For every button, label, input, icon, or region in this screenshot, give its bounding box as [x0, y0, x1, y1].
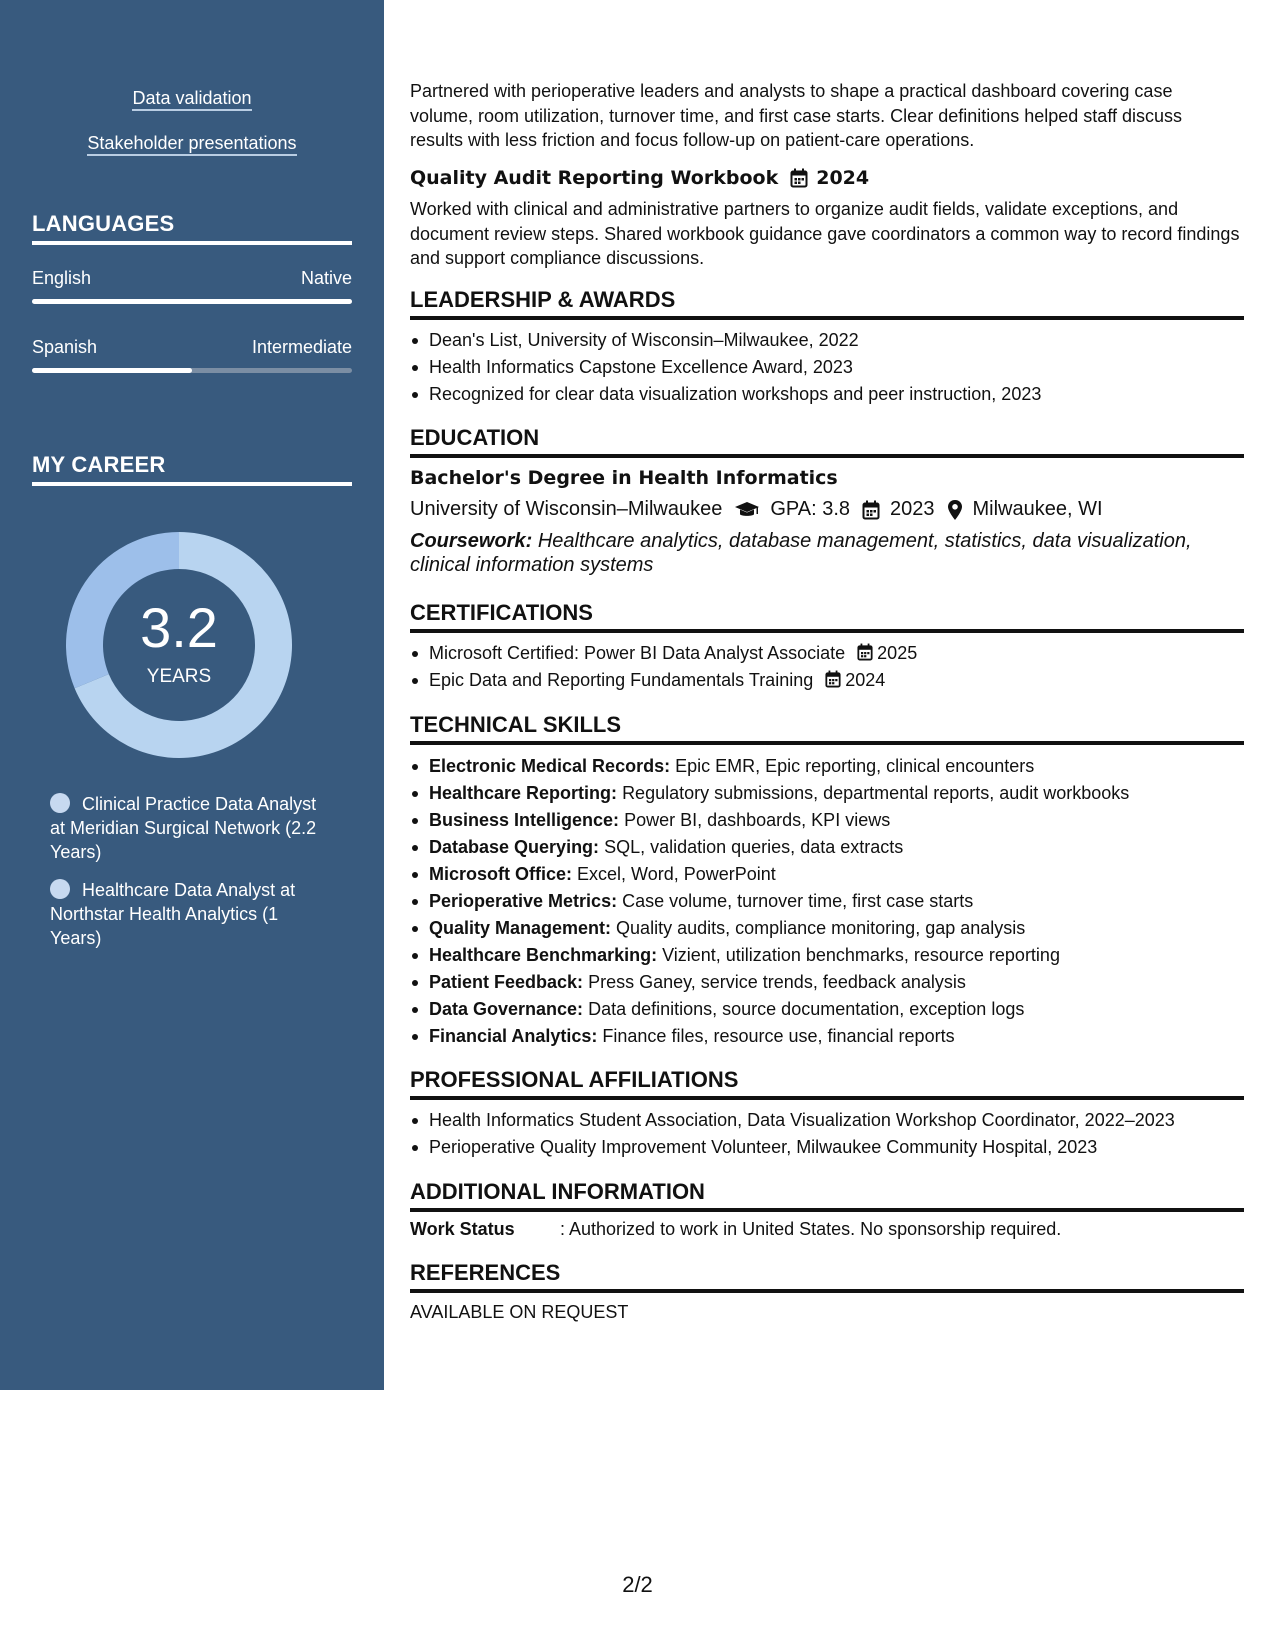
skill-value: Epic EMR, Epic reporting, clinical encounters: [675, 756, 1035, 776]
language-proficiency-bar: [32, 368, 352, 373]
skill-value: Regulatory submissions, departmental reports, audit workbooks: [622, 783, 1130, 803]
language-name: Spanish: [32, 337, 98, 357]
affiliations-list: [410, 1107, 1240, 1161]
language-proficiency-fill: [32, 368, 192, 373]
skill-item: Stakeholder presentations: [0, 133, 384, 154]
calendar-icon: [790, 168, 808, 188]
calendar-icon: [857, 643, 873, 661]
career-legend-dot: [50, 793, 70, 813]
skill-item: [410, 888, 1240, 915]
work-status-value: : Authorized to work in United States. No sponsorship required.: [560, 1219, 1062, 1239]
career-total-years: 3.2: [140, 596, 218, 659]
languages-heading: LANGUAGES: [32, 211, 352, 245]
list-item: Health Informatics Capstone Excellence Award, 2023: [410, 354, 1240, 381]
language-proficiency-fill: [32, 299, 352, 304]
language-level: Intermediate: [251, 337, 352, 357]
project-description: Partnered with perioperative leaders and analysts to shape a practical dashboard covering case volume, room utilization, turnover time, and first case starts. Clear definitions helped staff discuss results with less friction and focus follow-up on patient-care operations.: [410, 81, 1183, 150]
skill-value: Excel, Word, PowerPoint: [577, 864, 776, 884]
coursework-label: Coursework:: [410, 530, 533, 552]
language-name: English: [32, 268, 92, 288]
language-level: Native: [300, 268, 352, 288]
skill-value: SQL, validation queries, data extracts: [604, 837, 904, 857]
graduation-cap-icon: [734, 501, 760, 519]
gpa: GPA: 3.8: [770, 498, 850, 520]
work-status-label: Work Status: [410, 1219, 515, 1239]
skill-value: Press Ganey, service trends, feedback analysis: [588, 972, 966, 992]
calendar-icon: [862, 500, 880, 520]
skill-item: [410, 915, 1240, 942]
graduation-year: 2023: [890, 498, 935, 520]
skill-label: Electronic Medical Records:: [429, 756, 671, 776]
skill-label: Database Querying:: [429, 837, 600, 857]
certification-year: 2024: [845, 670, 886, 690]
project-year: 2024: [816, 167, 870, 189]
work-status-row: [410, 1219, 1061, 1240]
language-row: [32, 337, 352, 358]
project-description: Worked with clinical and administrative partners to organize audit fields, validate exceptions, and document review steps. Shared workbook guidance gave coordinators a common way to record findings and support compliance discussions.: [410, 199, 1240, 268]
skill-item: [410, 807, 1240, 834]
skill-label: Healthcare Reporting:: [429, 783, 618, 803]
skill-value: Power BI, dashboards, KPI views: [624, 810, 891, 830]
language-row: [32, 268, 352, 289]
skill-item: [410, 996, 1240, 1023]
certification-item: [410, 640, 1240, 667]
affiliations-heading: PROFESSIONAL AFFILIATIONS: [410, 1067, 1244, 1100]
career-heading: MY CAREER: [32, 452, 352, 486]
leadership-list: [410, 327, 1240, 408]
leadership-heading: LEADERSHIP & AWARDS: [410, 287, 1244, 320]
skill-label: Data Governance:: [429, 999, 584, 1019]
career-item: [50, 792, 320, 864]
technical-skills-heading: TECHNICAL SKILLS: [410, 712, 1244, 745]
calendar-icon: [825, 670, 841, 688]
career-item-text: Clinical Practice Data Analyst at Meridian Surgical Network (2.2 Years): [50, 794, 317, 862]
career-item: [50, 878, 320, 950]
sidebar: [0, 0, 384, 1390]
education-details: [410, 498, 1103, 521]
education-heading: EDUCATION: [410, 425, 1244, 458]
list-item: Dean's List, University of Wisconsin–Milwaukee, 2022: [410, 327, 1240, 354]
career-legend-dot: [50, 879, 70, 899]
skill-item: [410, 834, 1240, 861]
skill-item: [410, 753, 1240, 780]
degree-title: Bachelor's Degree in Health Informatics: [410, 467, 838, 489]
skill-item: Data validation: [0, 88, 384, 109]
school-name: University of Wisconsin–Milwaukee: [410, 498, 723, 520]
skill-item: [410, 942, 1240, 969]
skill-value: Quality audits, compliance monitoring, gap analysis: [616, 918, 1026, 938]
certifications-heading: CERTIFICATIONS: [410, 600, 1244, 633]
skill-label: Business Intelligence:: [429, 810, 620, 830]
coursework-text: Healthcare analytics, database management, statistics, data visualization, clinical information systems: [410, 530, 1192, 576]
page-number: 2/2: [622, 1572, 653, 1597]
certifications-list: [410, 640, 1240, 694]
skill-item: [410, 780, 1240, 807]
school-location: Milwaukee, WI: [972, 498, 1103, 520]
skill-value: Data definitions, source documentation, exception logs: [588, 999, 1025, 1019]
career-item-text: Healthcare Data Analyst at Northstar Health Analytics (1 Years): [50, 880, 296, 948]
references-heading: REFERENCES: [410, 1260, 1244, 1293]
certification-item: [410, 667, 1240, 694]
career-donut-chart: [66, 532, 292, 758]
certification-name: Epic Data and Reporting Fundamentals Training: [429, 670, 814, 690]
coursework: [410, 529, 1240, 577]
skill-value: Case volume, turnover time, first case starts: [622, 891, 974, 911]
skill-value: Finance files, resource use, financial reports: [602, 1026, 955, 1046]
list-item: Perioperative Quality Improvement Volunteer, Milwaukee Community Hospital, 2023: [410, 1134, 1240, 1161]
skill-label: Microsoft Office:: [429, 864, 573, 884]
list-item: Health Informatics Student Association, Data Visualization Workshop Coordinator, 2022–2023: [410, 1107, 1240, 1134]
skill-label: Healthcare Benchmarking:: [429, 945, 658, 965]
list-item: Recognized for clear data visualization workshops and peer instruction, 2023: [410, 381, 1240, 408]
skill-label: Patient Feedback:: [429, 972, 584, 992]
references-text: AVAILABLE ON REQUEST: [410, 1302, 629, 1322]
technical-skills-list: [410, 753, 1240, 1050]
skill-item: [410, 861, 1240, 888]
skill-label: Quality Management:: [429, 918, 612, 938]
skill-label: Financial Analytics:: [429, 1026, 598, 1046]
skill-item: [410, 969, 1240, 996]
skill-item: [410, 1023, 1240, 1050]
additional-info-heading: ADDITIONAL INFORMATION: [410, 1179, 1244, 1212]
certification-name: Microsoft Certified: Power BI Data Analyst Associate: [429, 643, 846, 663]
certification-year: 2025: [877, 643, 918, 663]
language-proficiency-bar: [32, 299, 352, 304]
project-title: Quality Audit Reporting Workbook: [410, 167, 779, 189]
project-title-row: [410, 167, 869, 189]
skill-value: Vizient, utilization benchmarks, resource reporting: [662, 945, 1060, 965]
location-pin-icon: [947, 499, 963, 521]
skill-label: Perioperative Metrics:: [429, 891, 618, 911]
career-total-unit: YEARS: [146, 666, 212, 687]
